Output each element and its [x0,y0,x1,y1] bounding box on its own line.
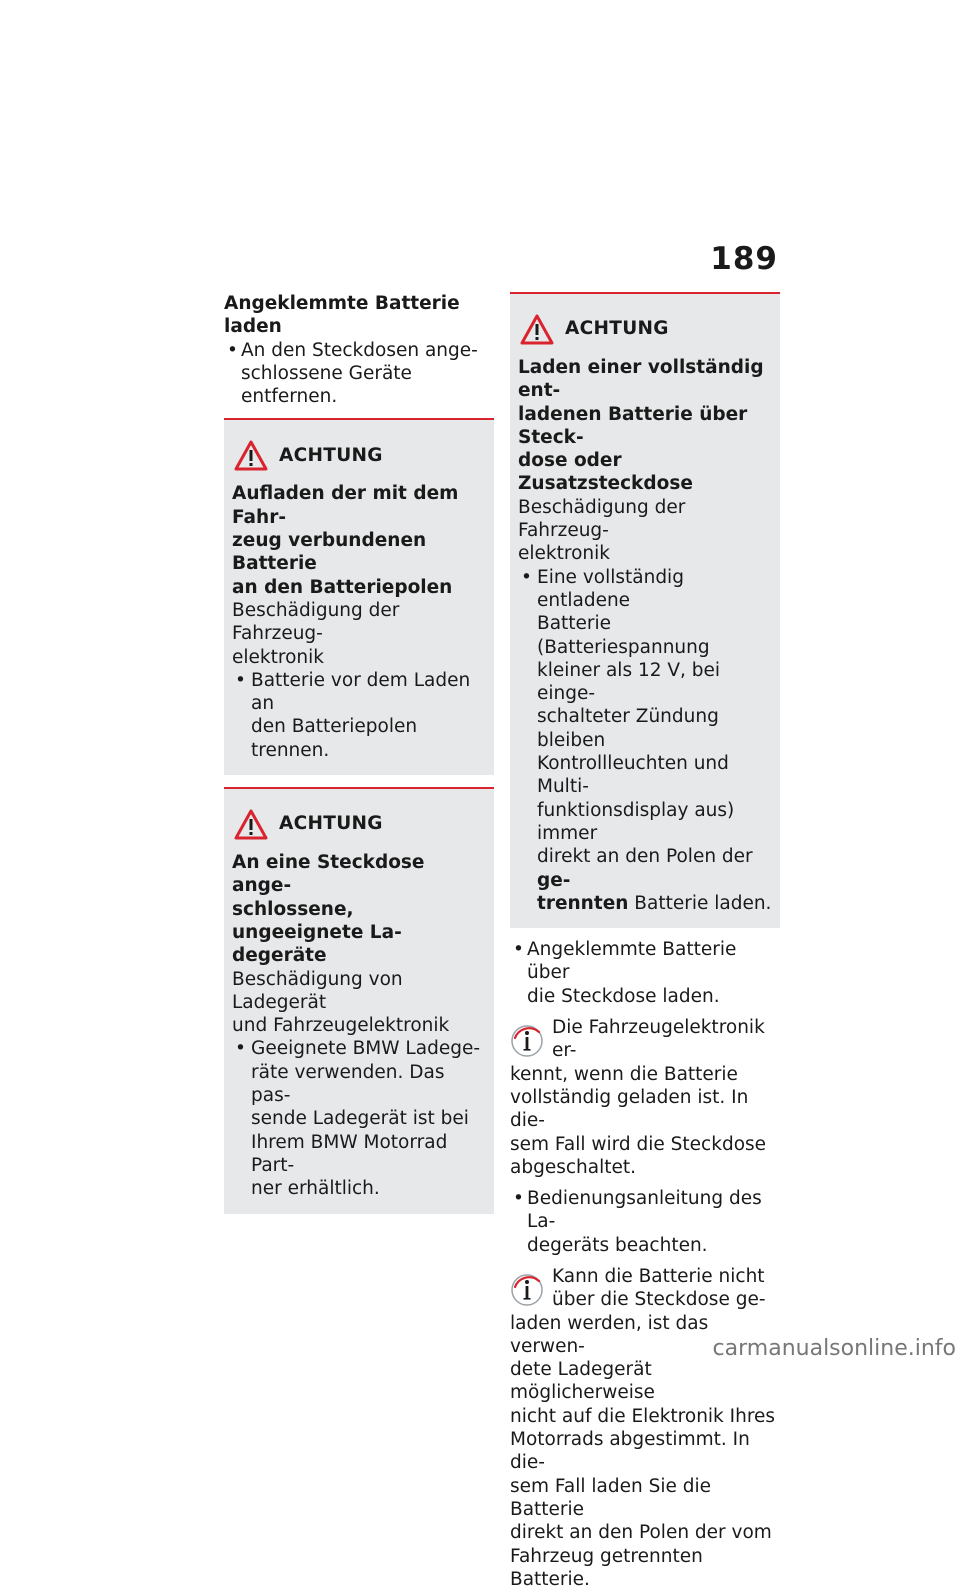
list-item: • Bedienungsanleitung des La- degeräts beachten. [510,1187,780,1257]
info-note: Kann die Batterie nicht über die Steckdose ge- laden werden, ist das verwen- dete Ladegerät möglicherweise nicht auf die Elektronik Ihres Motorrads abgestimmt. In die- sem Fall laden Sie die Batterie direkt an den Polen der vom Fahrzeug getrennten Batterie. [510,1265,776,1590]
warning-box [224,418,494,775]
watermark-link[interactable]: carmanualsonline.info [712,1336,956,1361]
warning-title: ACHTUNG [565,318,669,340]
right-column [510,292,780,1591]
warning-title: ACHTUNG [279,813,383,835]
warning-action: • Eine vollständig entladene Batterie (Batteriespannung kleiner als 12 V, bei einge- schalteter Zündung bleiben Kontrollleuchten und Multi- funktionsdisplay aus) immer direkt an den Polen der ge- trennten Batterie laden. [518,566,774,915]
warning-box [510,292,780,928]
warning-subject: Aufladen der mit dem Fahr- zeug verbundenen Batterie an den Batteriepolen [232,483,459,598]
list-item: • Angeklemmte Batterie über die Steckdose laden. [510,938,780,1008]
warning-triangle-icon [234,440,268,471]
warning-box [224,787,494,1213]
warning-subject: Laden einer vollständig ent- ladenen Batterie über Steck- dose oder Zusatzsteckdose [518,357,764,495]
page-number: 189 [710,241,778,277]
list-item: • An den Steckdosen ange- schlossene Geräte entfernen. [224,339,494,409]
section-heading: Angeklemmte Batterie laden [224,293,460,338]
left-column [224,292,494,1214]
warning-triangle-icon [520,314,554,345]
warning-consequence: Beschädigung der Fahrzeug- elektronik [518,496,686,565]
warning-consequence: Beschädigung von Ladegerät und Fahrzeugelektronik [232,968,450,1037]
info-icon [510,1269,544,1311]
warning-action: • Batterie vor dem Laden an den Batteriepolen trennen. [232,669,488,762]
info-note: Die Fahrzeugelektronik er- kennt, wenn die Batterie vollständig geladen ist. In die- sem Fall wird die Steckdose abgeschaltet. [510,1017,767,1178]
warning-triangle-icon [234,809,268,840]
warning-action: • Geeignete BMW Ladege- räte verwenden. Das pas- sende Ladegerät ist bei Ihrem BMW Motorrad Part- ner erhältlich. [232,1037,488,1200]
info-icon [510,1020,544,1062]
warning-title: ACHTUNG [279,444,383,466]
warning-subject: An eine Steckdose ange- schlossene, ungeeignete La- degeräte [232,852,425,967]
warning-consequence: Beschädigung der Fahrzeug- elektronik [232,599,400,668]
